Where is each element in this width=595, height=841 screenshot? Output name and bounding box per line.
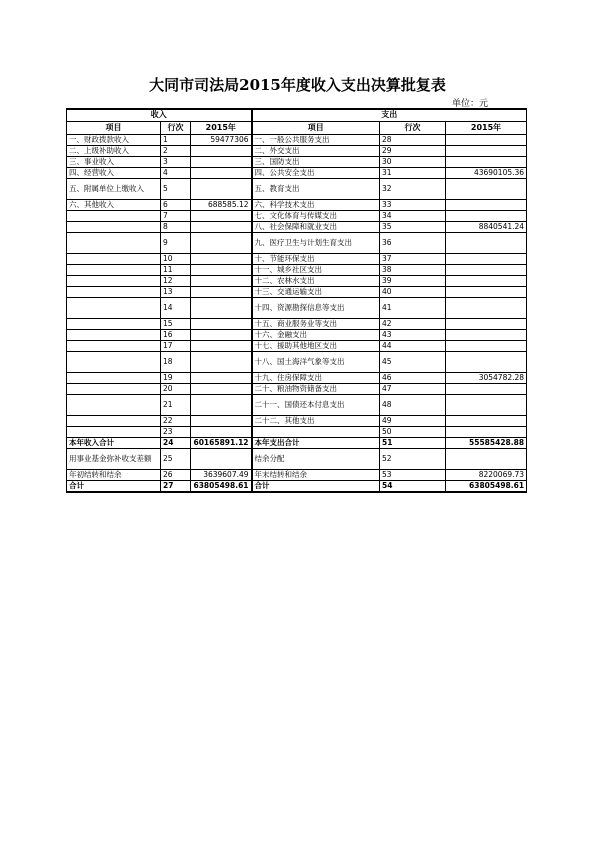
- table-row: [67, 352, 527, 373]
- expense-item-cell: 二十一、国债还本付息支出: [252, 395, 380, 416]
- expense-line-cell: 54: [380, 481, 446, 493]
- table-row: [67, 222, 527, 233]
- expense-amount-cell: [446, 265, 527, 276]
- expense-amount-cell: [446, 233, 527, 254]
- expense-item-cell: 十四、资源勘探信息等支出: [252, 298, 380, 319]
- income-amount-cell: [191, 254, 252, 265]
- expense-item-cell: 二、外交支出: [252, 146, 380, 157]
- expense-item-cell: 十三、交通运输支出: [252, 287, 380, 298]
- unit-label: 单位：元: [452, 99, 489, 109]
- expense-line-cell: 30: [380, 157, 446, 168]
- expense-line-cell: 36: [380, 233, 446, 254]
- budget-table: [66, 108, 527, 493]
- expense-line-cell: 50: [380, 427, 446, 438]
- income-item-cell: 二、上级补助收入: [67, 146, 161, 157]
- table-row: [67, 330, 527, 341]
- income-item-cell: [67, 254, 161, 265]
- income-section-header: 收入: [67, 109, 252, 122]
- expense-amount-cell: [446, 416, 527, 427]
- income-item-cell: [67, 265, 161, 276]
- expense-item-cell: 二十二、其他支出: [252, 416, 380, 427]
- income-amount-cell: [191, 319, 252, 330]
- expense-item-cell: 七、文化体育与传媒支出: [252, 211, 380, 222]
- expense-item-cell: 四、公共安全支出: [252, 168, 380, 179]
- table-row: [67, 200, 527, 211]
- expense-item-cell: 十九、住房保障支出: [252, 373, 380, 384]
- expense-item-cell: 年末结转和结余: [252, 470, 380, 481]
- income-line-cell: 19: [161, 373, 191, 384]
- expense-line-cell: 31: [380, 168, 446, 179]
- income-line-cell: 10: [161, 254, 191, 265]
- income-item-cell: [67, 276, 161, 287]
- income-line-cell: 2: [161, 146, 191, 157]
- income-item-cell: 三、事业收入: [67, 157, 161, 168]
- expense-line-cell: 41: [380, 298, 446, 319]
- table-row: [67, 481, 527, 493]
- income-item-cell: 用事业基金弥补收支差额: [67, 449, 161, 470]
- income-line-cell: 16: [161, 330, 191, 341]
- table-row: [67, 211, 527, 222]
- expense-amount-cell: [446, 135, 527, 146]
- table-row: [67, 276, 527, 287]
- expense-amount-cell: [446, 276, 527, 287]
- income-amount-cell: [191, 449, 252, 470]
- income-item-cell: [67, 211, 161, 222]
- income-line-cell: 12: [161, 276, 191, 287]
- table-row: [67, 384, 527, 395]
- income-amount-cell: [191, 384, 252, 395]
- income-line-cell: 11: [161, 265, 191, 276]
- income-line-cell: 13: [161, 287, 191, 298]
- section-header-row: [67, 109, 527, 122]
- expense-amount-cell: [446, 352, 527, 373]
- income-item-cell: [67, 233, 161, 254]
- expense-line-cell: 53: [380, 470, 446, 481]
- table-row: [67, 395, 527, 416]
- table-row: [67, 135, 527, 146]
- income-amount-cell: [191, 373, 252, 384]
- expense-line-cell: 47: [380, 384, 446, 395]
- expense-line-cell: 45: [380, 352, 446, 373]
- expense-item-cell: 五、教育支出: [252, 179, 380, 200]
- expense-amount-cell: [446, 330, 527, 341]
- income-item-cell: [67, 416, 161, 427]
- income-line-cell: 22: [161, 416, 191, 427]
- income-amount-cell: [191, 395, 252, 416]
- expense-line-cell: 35: [380, 222, 446, 233]
- expense-line-cell: 42: [380, 319, 446, 330]
- expense-line-cell: 49: [380, 416, 446, 427]
- income-item-header: 项目: [67, 122, 161, 135]
- expense-line-cell: 51: [380, 438, 446, 449]
- income-item-cell: [67, 330, 161, 341]
- expense-amount-cell: [446, 254, 527, 265]
- income-item-cell: 合计: [67, 481, 161, 493]
- income-item-cell: 本年收入合计: [67, 438, 161, 449]
- income-line-cell: 18: [161, 352, 191, 373]
- table-row: [67, 373, 527, 384]
- expense-item-cell: 十八、国土海洋气象等支出: [252, 352, 380, 373]
- table-row: [67, 157, 527, 168]
- table-row: [67, 265, 527, 276]
- expense-item-cell: 八、社会保障和就业支出: [252, 222, 380, 233]
- income-amount-cell: [191, 146, 252, 157]
- income-amount-cell: [191, 233, 252, 254]
- income-item-cell: [67, 373, 161, 384]
- income-item-cell: [67, 287, 161, 298]
- table-row: [67, 427, 527, 438]
- table-row: [67, 168, 527, 179]
- expense-amount-cell: [446, 298, 527, 319]
- income-amount-cell: 3639607.49: [191, 470, 252, 481]
- income-amount-cell: [191, 276, 252, 287]
- expense-section-header: 支出: [252, 109, 527, 122]
- expense-line-cell: 52: [380, 449, 446, 470]
- income-line-cell: 1: [161, 135, 191, 146]
- income-line-cell: 27: [161, 481, 191, 493]
- income-amount-cell: [191, 222, 252, 233]
- income-amount-cell: [191, 427, 252, 438]
- expense-line-cell: 37: [380, 254, 446, 265]
- expense-line-cell: 28: [380, 135, 446, 146]
- expense-item-cell: 十一、城乡社区支出: [252, 265, 380, 276]
- expense-amount-cell: [446, 395, 527, 416]
- expense-amount-cell: 55585428.88: [446, 438, 527, 449]
- income-line-cell: 25: [161, 449, 191, 470]
- table-row: [67, 438, 527, 449]
- income-line-cell: 20: [161, 384, 191, 395]
- expense-amount-cell: 43690105.36: [446, 168, 527, 179]
- expense-item-cell: 本年支出合计: [252, 438, 380, 449]
- income-amount-cell: [191, 157, 252, 168]
- column-header-row: [67, 122, 527, 135]
- income-line-cell: 3: [161, 157, 191, 168]
- expense-line-cell: 29: [380, 146, 446, 157]
- income-line-cell: 6: [161, 200, 191, 211]
- income-item-cell: 年初结转和结余: [67, 470, 161, 481]
- income-amount-cell: [191, 416, 252, 427]
- expense-item-cell: 一、一般公共服务支出: [252, 135, 380, 146]
- income-item-cell: [67, 352, 161, 373]
- expense-item-cell: 十六、金融支出: [252, 330, 380, 341]
- income-line-cell: 14: [161, 298, 191, 319]
- expense-item-cell: 十五、商业服务业等支出: [252, 319, 380, 330]
- expense-amount-cell: [446, 427, 527, 438]
- income-amount-cell: [191, 287, 252, 298]
- income-line-cell: 9: [161, 233, 191, 254]
- income-amount-cell: 59477306: [191, 135, 252, 146]
- income-item-cell: 五、附属单位上缴收入: [67, 179, 161, 200]
- income-item-cell: [67, 395, 161, 416]
- table-row: [67, 449, 527, 470]
- income-item-cell: [67, 222, 161, 233]
- expense-line-cell: 33: [380, 200, 446, 211]
- income-amount-cell: [191, 330, 252, 341]
- expense-amount-cell: [446, 200, 527, 211]
- income-item-cell: [67, 298, 161, 319]
- table-row: [67, 146, 527, 157]
- expense-amount-cell: 8220069.73: [446, 470, 527, 481]
- table-row: [67, 470, 527, 481]
- page-title: 大同市司法局2015年度收入支出决算批复表: [149, 76, 446, 94]
- income-line-cell: 17: [161, 341, 191, 352]
- expense-amount-cell: [446, 146, 527, 157]
- income-line-cell: 26: [161, 470, 191, 481]
- income-amount-cell: 688585.12: [191, 200, 252, 211]
- income-line-cell: 7: [161, 211, 191, 222]
- expense-item-header: 项目: [252, 122, 380, 135]
- expense-line-header: 行次: [380, 122, 446, 135]
- income-line-cell: 4: [161, 168, 191, 179]
- expense-line-cell: 32: [380, 179, 446, 200]
- table-row: [67, 287, 527, 298]
- expense-line-cell: 39: [380, 276, 446, 287]
- expense-amount-cell: [446, 449, 527, 470]
- income-item-cell: 一、财政拨款收入: [67, 135, 161, 146]
- expense-amount-cell: [446, 179, 527, 200]
- expense-line-cell: 40: [380, 287, 446, 298]
- expense-amount-cell: [446, 157, 527, 168]
- table-row: [67, 254, 527, 265]
- income-line-cell: 15: [161, 319, 191, 330]
- income-amount-cell: 63805498.61: [191, 481, 252, 493]
- expense-amount-cell: 8840541.24: [446, 222, 527, 233]
- table-row: [67, 416, 527, 427]
- income-amount-cell: [191, 265, 252, 276]
- expense-amount-cell: [446, 287, 527, 298]
- expense-item-cell: 九、医疗卫生与计划生育支出: [252, 233, 380, 254]
- expense-line-cell: 43: [380, 330, 446, 341]
- table-row: [67, 298, 527, 319]
- expense-item-cell: 合计: [252, 481, 380, 493]
- income-amount-cell: [191, 211, 252, 222]
- expense-amount-cell: 63805498.61: [446, 481, 527, 493]
- expense-item-cell: 十七、援助其他地区支出: [252, 341, 380, 352]
- income-amount-cell: [191, 341, 252, 352]
- table-row: [67, 179, 527, 200]
- expense-item-cell: 二十、粮油物资储备支出: [252, 384, 380, 395]
- income-line-cell: 23: [161, 427, 191, 438]
- income-amount-cell: [191, 168, 252, 179]
- table-row: [67, 233, 527, 254]
- expense-amount-cell: [446, 341, 527, 352]
- income-line-header: 行次: [161, 122, 191, 135]
- expense-line-cell: 34: [380, 211, 446, 222]
- expense-item-cell: 六、科学技术支出: [252, 200, 380, 211]
- expense-item-cell: 十、节能环保支出: [252, 254, 380, 265]
- expense-amount-cell: 3054782.28: [446, 373, 527, 384]
- expense-year-header: 2015年: [446, 122, 527, 135]
- expense-item-cell: 三、国防支出: [252, 157, 380, 168]
- expense-line-cell: 46: [380, 373, 446, 384]
- income-amount-cell: 60165891.12: [191, 438, 252, 449]
- income-item-cell: 四、经营收入: [67, 168, 161, 179]
- expense-line-cell: 38: [380, 265, 446, 276]
- income-line-cell: 5: [161, 179, 191, 200]
- expense-line-cell: 48: [380, 395, 446, 416]
- income-item-cell: [67, 427, 161, 438]
- income-line-cell: 24: [161, 438, 191, 449]
- table-row: [67, 319, 527, 330]
- expense-amount-cell: [446, 384, 527, 395]
- income-item-cell: 六、其他收入: [67, 200, 161, 211]
- expense-line-cell: 44: [380, 341, 446, 352]
- expense-item-cell: [252, 427, 380, 438]
- income-amount-cell: [191, 179, 252, 200]
- expense-amount-cell: [446, 319, 527, 330]
- income-item-cell: [67, 384, 161, 395]
- income-amount-cell: [191, 298, 252, 319]
- table-row: [67, 341, 527, 352]
- income-year-header: 2015年: [191, 122, 252, 135]
- income-item-cell: [67, 319, 161, 330]
- income-item-cell: [67, 341, 161, 352]
- expense-item-cell: 十二、农林水支出: [252, 276, 380, 287]
- income-line-cell: 21: [161, 395, 191, 416]
- income-line-cell: 8: [161, 222, 191, 233]
- expense-item-cell: 结余分配: [252, 449, 380, 470]
- expense-amount-cell: [446, 211, 527, 222]
- income-amount-cell: [191, 352, 252, 373]
